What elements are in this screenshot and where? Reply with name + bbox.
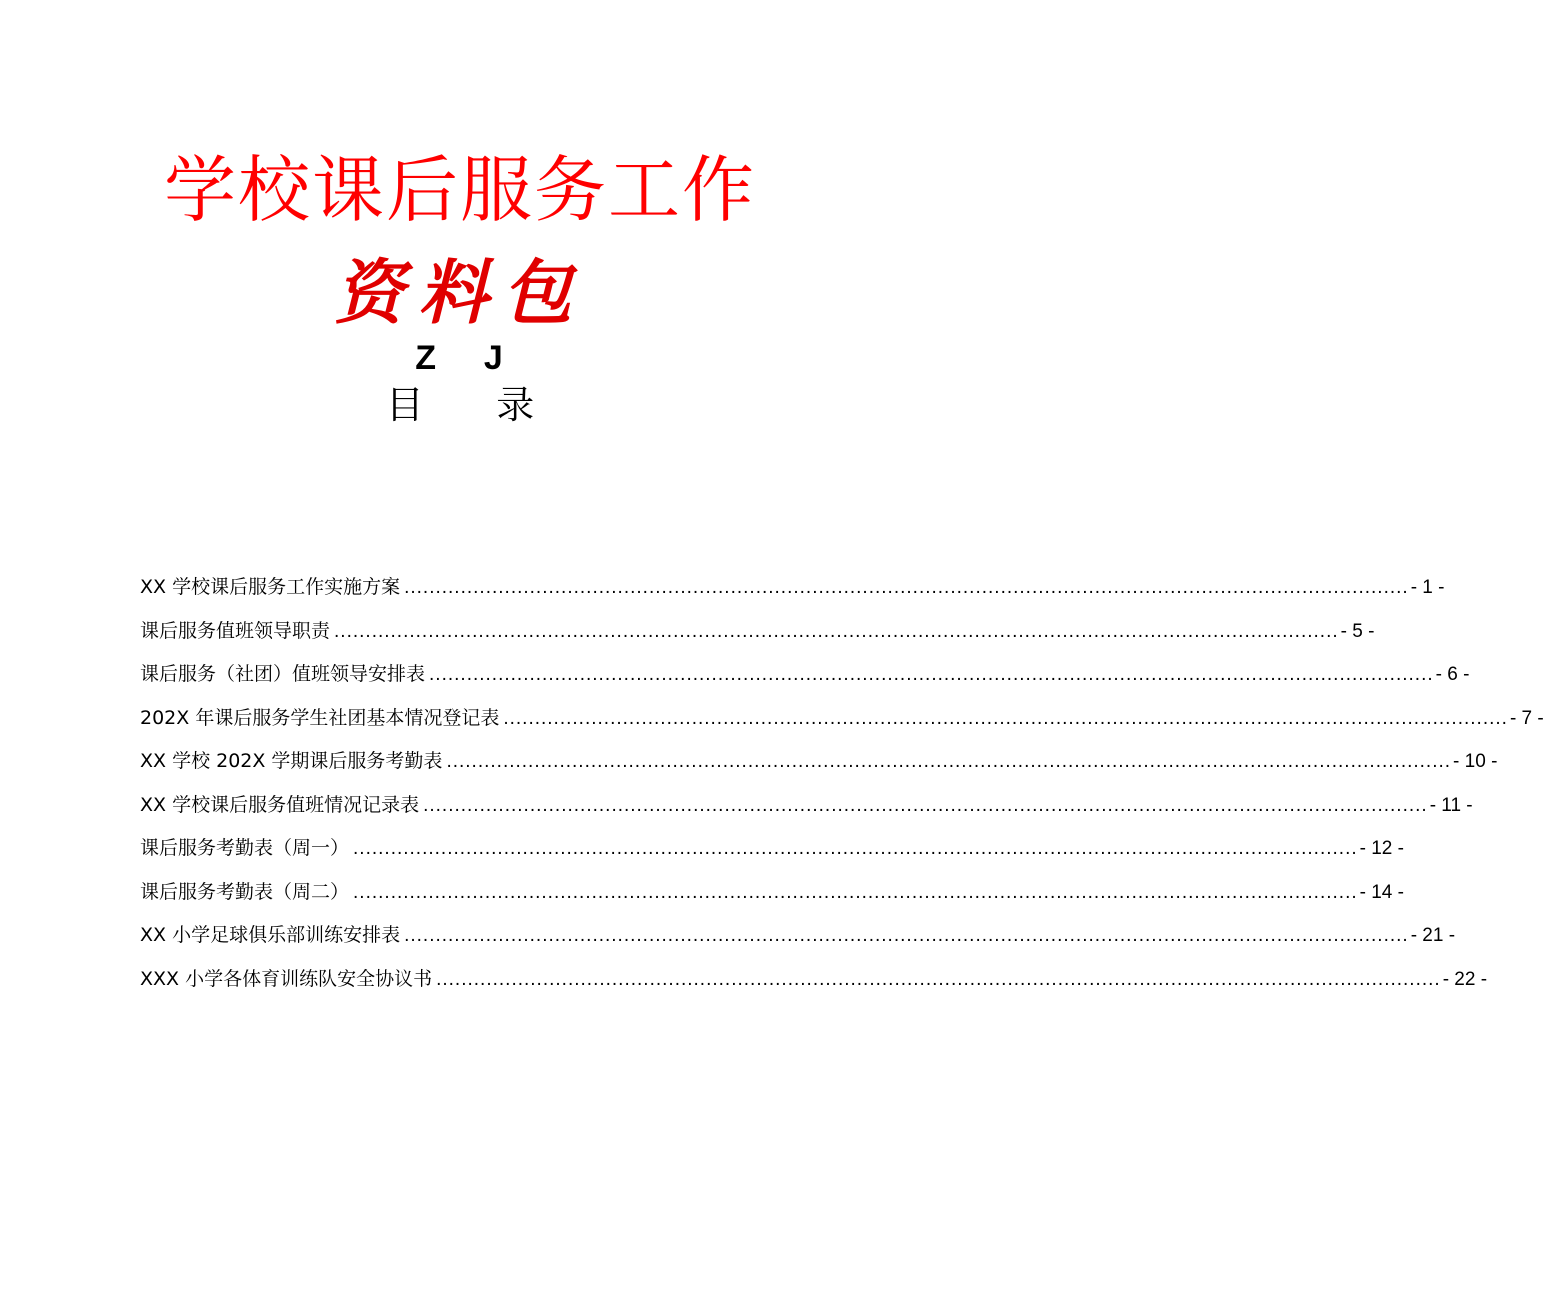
toc-entry-title: 202X 年课后服务学生社团基本情况登记表 xyxy=(140,706,500,729)
toc-leader-dots: ................................................................................................................................................................ xyxy=(404,925,1409,946)
toc-entry-title: XXX 小学各体育训练队安全协议书 xyxy=(140,967,433,990)
toc-entry[interactable] xyxy=(140,827,1404,871)
toc-leader-dots: ................................................................................................................................................................ xyxy=(446,751,1452,772)
table-of-contents xyxy=(140,566,1544,1001)
toc-leader-dots: ................................................................................................................................................................ xyxy=(404,577,1409,598)
toc-heading: 目 录 xyxy=(385,383,535,427)
toc-entry-page: - 14 - xyxy=(1359,881,1404,903)
toc-entry-title: 课后服务值班领导职责 xyxy=(140,619,331,642)
toc-entry-page: - 1 - xyxy=(1410,577,1445,598)
toc-entry-page: - 6 - xyxy=(1435,664,1470,685)
toc-entry-title: 课后服务考勤表（周二） xyxy=(140,880,350,903)
toc-entry[interactable] xyxy=(140,740,1498,784)
toc-entry-page: - 12 - xyxy=(1359,838,1404,859)
toc-leader-dots: ................................................................................................................................................................ xyxy=(436,968,1441,990)
toc-entry-title: XX 学校课后服务工作实施方案 xyxy=(140,576,401,598)
toc-entry-title: XX 学校课后服务值班情况记录表 xyxy=(140,793,420,816)
toc-leader-dots: ................................................................................................................................................................ xyxy=(353,838,1358,859)
toc-entry[interactable] xyxy=(140,784,1473,828)
toc-entry-title: XX 学校 202X 学期课后服务考勤表 xyxy=(140,750,443,772)
toc-entry[interactable] xyxy=(140,914,1456,958)
toc-entry-page: - 21 - xyxy=(1410,925,1456,946)
toc-entry-title: XX 小学足球俱乐部训练安排表 xyxy=(140,924,401,946)
toc-entry-title: 课后服务考勤表（周一） xyxy=(140,837,350,859)
toc-entry[interactable] xyxy=(140,610,1375,654)
toc-entry-page: - 10 - xyxy=(1453,751,1498,772)
toc-entry-title: 课后服务（社团）值班领导安排表 xyxy=(140,663,426,685)
toc-entry-page: - 22 - xyxy=(1442,968,1488,990)
toc-entry[interactable] xyxy=(140,958,1488,1002)
toc-entry[interactable] xyxy=(140,871,1404,915)
toc-entry[interactable] xyxy=(140,697,1544,741)
toc-leader-dots: ................................................................................................................................................................ xyxy=(353,881,1358,903)
toc-entry-page: - 7 - xyxy=(1509,707,1544,729)
toc-leader-dots: ................................................................................................................................................................ xyxy=(429,664,1434,685)
toc-entry[interactable] xyxy=(140,566,1445,610)
toc-entry-page: - 11 - xyxy=(1429,794,1473,816)
toc-leader-dots: ................................................................................................................................................................ xyxy=(503,707,1508,729)
document-title: 学校课后服务工作 xyxy=(163,148,756,232)
toc-entry-page: - 5 - xyxy=(1340,620,1375,642)
document-subtitle: 资料包 xyxy=(334,251,586,334)
toc-leader-dots: ................................................................................................................................................................ xyxy=(423,794,1428,816)
toc-entry[interactable] xyxy=(140,653,1470,697)
toc-leader-dots: ................................................................................................................................................................ xyxy=(334,620,1339,642)
document-code: Z J xyxy=(415,339,505,377)
